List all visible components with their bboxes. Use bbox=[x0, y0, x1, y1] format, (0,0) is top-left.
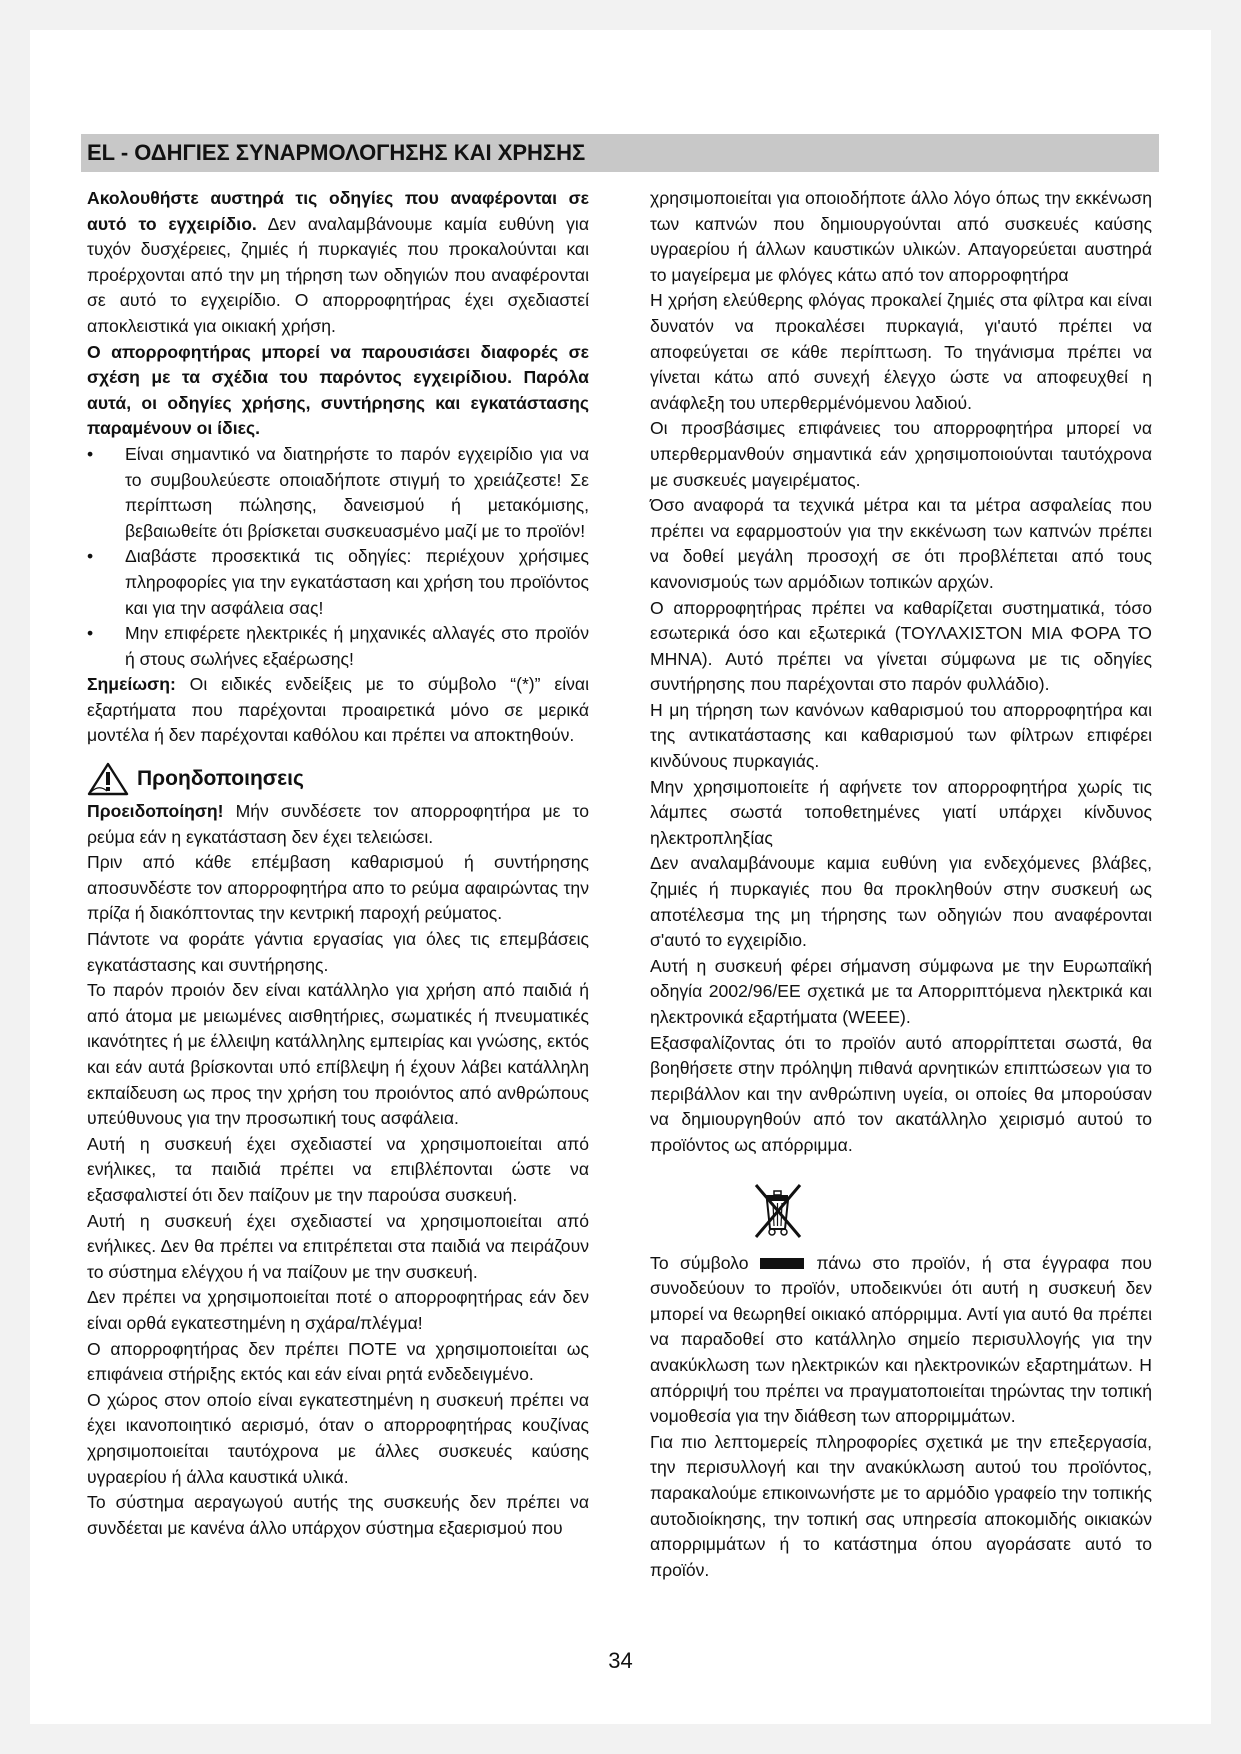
safety-paragraph: Οι προσβάσιμες επιφάνειες του απορροφητήρα μπορεί να υπερθερμανθούν σημαντικά εάν χρησιμοποιούνται ταυτόχρονα με συσκευές μαγειρέματος. bbox=[650, 418, 1152, 490]
safety-paragraph: Αυτή η συσκευή έχει σχεδιαστεί να χρησιμοποιείται από ενήλικες, τα παιδιά πρέπει να επιβλέπονται ώστε να εξασφαλιστεί ότι δεν παίζουν με την παρούσα συσκευή. bbox=[87, 1133, 589, 1205]
warning-paragraph bbox=[87, 799, 589, 850]
safety-paragraph: Ο χώρος στον οποίο είναι εγκατεστημένη η συσκευή πρέπει να έχει ικανοποιητικό αερισμό, όταν ο απορροφητήρας κουζίνας χρησιμοποιείται ταυτόχρονα με άλλες συσκευές καύσης υγραερίου ή άλλα καυστικά υλικά. bbox=[87, 1389, 589, 1487]
black-bar-symbol bbox=[760, 1258, 804, 1269]
safety-paragraph: Ο απορροφητήρας πρέπει να καθαρίζεται συστηματικά, τόσο εσωτερικά όσο και εξωτερικά (ΤΟΥΛΑΧΙΣΤΟΝ ΜΙΑ ΦΟΡΑ ΤΟ ΜΗΝΑ). Αυτό πρέπει να γίνεται σύμφωνα με τις οδηγίες συντήρησης που παρέχονται στο παρόν φυλλάδιο). bbox=[650, 597, 1152, 695]
safety-paragraph: Πάντοτε να φοράτε γάντια εργασίας για όλες τις επεμβάσεις εγκατάστασης και συντήρησης. bbox=[87, 929, 589, 975]
weee-paragraph: Εξασφαλίζοντας ότι το προϊόν αυτό απορρίπτεται σωστά, θα βοηθήσετε στην πρόληψη πιθανά αρνητικών επιπτώσεων για το περιβάλλον και την ανθρώπινη υγεία, οι οποίες θα μπορούσαν να δημιουργηθούν από τον ακατάλληλο χειρισμό αυτού το προϊόντος ως απόρριμμα. bbox=[650, 1032, 1152, 1155]
safety-paragraph: Το παρόν προιόν δεν είναι κατάλληλο για χρήση από παιδιά ή από άτομα με μειωμένες αισθητήριες, σωματικές ή πνευματικές ικανότητες ή με έλλειψη κατάλληλης εμπειρίας και γνώσης, εκτός και εάν αυτά βρίσκονται υπό επίβλεψη ή έχουν λάβει κατάλληλη εκπαίδευση ως προς την χρήση του προιόντος από ανθρώπους υπεύθυνους για την προσωπική τους ασφάλεια. bbox=[87, 980, 589, 1129]
intro-bold-text: Ακολουθήστε αυστηρά τις οδηγίες που αναφέρονται σε αυτό το εγχειρίδιο. bbox=[87, 188, 589, 234]
safety-paragraph: Δεν αναλαμβάνουμε καμια ευθύνη για ενδεχόμενες βλάβες, ζημιές ή πυρκαγιές που θα προκληθούν στην συσκευή ως αποτέλεσμα της μη τήρησης των οδηγιών που αναφέρονται σ'αυτό το εγχειρίδιο. bbox=[650, 853, 1152, 951]
safety-paragraph: Μην χρησιμοποιείτε ή αφήνετε τον απορροφητήρα χωρίς τις λάμπες σωστά τοποθετημένες γιατί υπάρχει κίνδυνος ηλεκτροπληξίας bbox=[650, 776, 1152, 848]
symbol-paragraph bbox=[650, 1251, 1152, 1430]
safety-paragraph: Η χρήση ελεύθερης φλόγας προκαλεί ζημιές στα φίλτρα και είναι δυνατόν να προκαλέσει πυρκαγιά, γι'αυτό πρέπει να αποφεύγεται σε κάθε περίπτωση. Το τηγάνισμα πρέπει να γίνεται κάτω από συνεχή έλεγχο ώστε να αποφευχθεί η ανάφλεξη του υπερθερμένόμενου λαδιού. bbox=[650, 290, 1152, 413]
intro-paragraph bbox=[87, 186, 589, 340]
symbol-text-end: πάνω στο προϊόν, ή στα έγγραφα που συνοδεύουν το προϊόν, υποδεικνύει ότι αυτή η συσκευή δεν μπορεί να θεωρηθεί οικιακό απόρριμμα. Αντί για αυτό θα πρέπει να παραδοθεί στο κατάλληλο σημείο περισυλλογής για την ανακύκλωση των ηλεκτρικών και ηλεκτρονικών εξαρτημάτων. Η απόρριψή του πρέπει να πραγματοποιείται τηρώντας την τοπική νομοθεσία για την διάθεση των απορριμμάτων. bbox=[650, 1252, 1152, 1427]
left-column bbox=[87, 186, 589, 1541]
variation-notice: Ο απορροφητήρας μπορεί να παρουσιάσει διαφορές σε σχέση με τα σχέδια του παρόντος εγχειρίδιου. Παρόλα αυτά, οι οδηγίες χρήσης, συντήρησης και εγκατάστασης παραμένουν οι ίδιες. bbox=[87, 341, 589, 439]
right-column bbox=[650, 186, 1152, 1583]
warnings-heading bbox=[87, 761, 589, 797]
warning-triangle-icon bbox=[87, 762, 129, 796]
safety-paragraph: Η μη τήρηση των κανόνων καθαρισμού του απορροφητήρα και της αντικατάστασης και καθαρισμού των φίλτρων επιφέρει κινδύνους πυρκαγιάς. bbox=[650, 699, 1152, 772]
safety-paragraph: Αυτή η συσκευή έχει σχεδιαστεί να χρησιμοποιείται από ενήλικες. Δεν θα πρέπει να επιτρέπεται στα παιδιά να πειράζουν το σύστημα ελέγχου ή να παίζουν με την συσκευή. bbox=[87, 1210, 589, 1282]
safety-paragraph: Πριν από κάθε επέμβαση καθαρισμού ή συντήρησης αποσυνδέστε τον απορροφητήρα απο το ρεύμα αφαιρώντας την πρίζα ή διακόπτοντας την κεντρική παροχή ρεύματος. bbox=[87, 852, 589, 924]
bullet-item: • Διαβάστε προσεκτικά τις οδηγίες: περιέχουν χρήσιμες πληροφορίες για την εγκατάσταση και χρήση του προϊόντος και για την ασφάλεια σας! bbox=[87, 544, 589, 621]
note-text: Οι ειδικές ενδείξεις με το σύμβολο “(*)” είναι εξαρτήματα που παρέχονται προαιρετικά μόνο σε μερικά μοντέλα ή δεν παρέχονται καθόλου και πρέπει να αποκτηθούν. bbox=[87, 674, 589, 746]
weee-paragraph: Αυτή η συσκευή φέρει σήμανση σύμφωνα με την Ευρωπαϊκή οδηγία 2002/96/ΕΕ σχετικά με τα Απορριπτόμενα ηλεκτρικά και ηλεκτρονικά εξαρτήματα (WEEE). bbox=[650, 955, 1152, 1027]
warning-text: Μήν συνδέσετε τον απορροφητήρα με το ρεύμα εάν η εγκατάσταση δεν έχει τελειώσει. bbox=[87, 801, 589, 847]
safety-paragraph: Ο απορροφητήρας δεν πρέπει ΠΟΤΕ να χρησιμοποιείται ως επιφάνεια στήριξης εκτός και εάν είναι ρητά ενδεδειγμένο. bbox=[87, 1338, 589, 1385]
bullet-list bbox=[87, 442, 589, 672]
section-title: EL - ΟΔΗΓΙΕΣ ΣΥΝΑΡΜΟΛΟΓΗΣΗΣ ΚΑΙ ΧΡΗΣΗΣ bbox=[81, 134, 1159, 172]
recycling-info-paragraph: Για πιο λεπτομερείς πληροφορίες σχετικά με την επεξεργασία, την περισυλλογή και την ανακύκλωση αυτού του προϊόντος, παρακαλούμε επικοινωνήστε με το αρμόδιο γραφείο την τοπικής αυτοδιοίκησης, την τοπική σας υπηρεσία αποκομιδής οικιακών απορριμμάτων ή το κατάστημα όπου αγοράσατε αυτό το προϊόν. bbox=[650, 1431, 1152, 1580]
note-label: Σημείωση: bbox=[87, 674, 176, 695]
warnings-title: Προηδοποιησεις bbox=[137, 767, 304, 791]
bullet-item: • Είναι σημαντικό να διατηρήστε το παρόν εγχειρίδιο για να το συμβουλεύεστε οποιαδήποτε στιγμή το χρειάζεστε! Σε περίπτωση πώλησης, δανεισμού ή μετακόμισης, βεβαιωθείτε ότι βρίσκεται συσκευασμένο μαζί με το προϊόν! bbox=[87, 442, 589, 544]
warning-label: Προειδοποίηση! bbox=[87, 801, 224, 822]
page-number: 34 bbox=[608, 1648, 633, 1673]
safety-paragraph: Το σύστημα αεραγωγού αυτής της συσκευής δεν πρέπει να συνδέεται με κανένα άλλο υπάρχον σύστημα εξαερισμού που bbox=[87, 1492, 589, 1538]
note-paragraph bbox=[87, 672, 589, 749]
intro-text: Δεν αναλαμβάνουμε καμία ευθύνη για τυχόν δυσχέρειες, ζημιές ή πυρκαγιές που προκαλούνται και προέρχονται από την μη τήρηση των οδηγιών που αναφέρονται σε αυτό το εγχειρίδιο. Ο απορροφητήρας έχει σχεδιαστεί αποκλειστικά για οικιακή χρήση. bbox=[87, 213, 589, 336]
safety-paragraph: Δεν πρέπει να χρησιμοποιείται ποτέ ο απορροφητήρας εάν δεν είναι ορθά εγκατεστημένη η σχάρα/πλέγμα! bbox=[87, 1287, 589, 1333]
symbol-text-start: Το σύμβολο bbox=[650, 1252, 749, 1273]
safety-paragraph: Όσο αναφορά τα τεχνικά μέτρα και τα μέτρα ασφαλείας που πρέπει να εφαρμοστούν για την εκκένωση των καπνών πρέπει να δοθεί μεγάλη προσοχή σε ότι προβλέπεται από τους κανονισμούς των αρμόδιων τοπικών αρχών. bbox=[650, 495, 1152, 592]
bullet-item: • Μην επιφέρετε ηλεκτρικές ή μηχανικές αλλαγές στο προϊόν ή στους σωλήνες εξαέρωσης! bbox=[87, 621, 589, 672]
safety-paragraph: χρησιμοποιείται για οποιοδήποτε άλλο λόγο όπως την εκκένωση των καπνών που δημιουργούνται από συσκευές καύσης υγραερίου ή άλλων καυστικών υλικών. Απαγορεύεται αυστηρά το μαγείρεμα με φλόγες κάτω από τον απορροφητήρα bbox=[650, 188, 1152, 285]
crossed-out-bin-icon bbox=[750, 1181, 806, 1243]
